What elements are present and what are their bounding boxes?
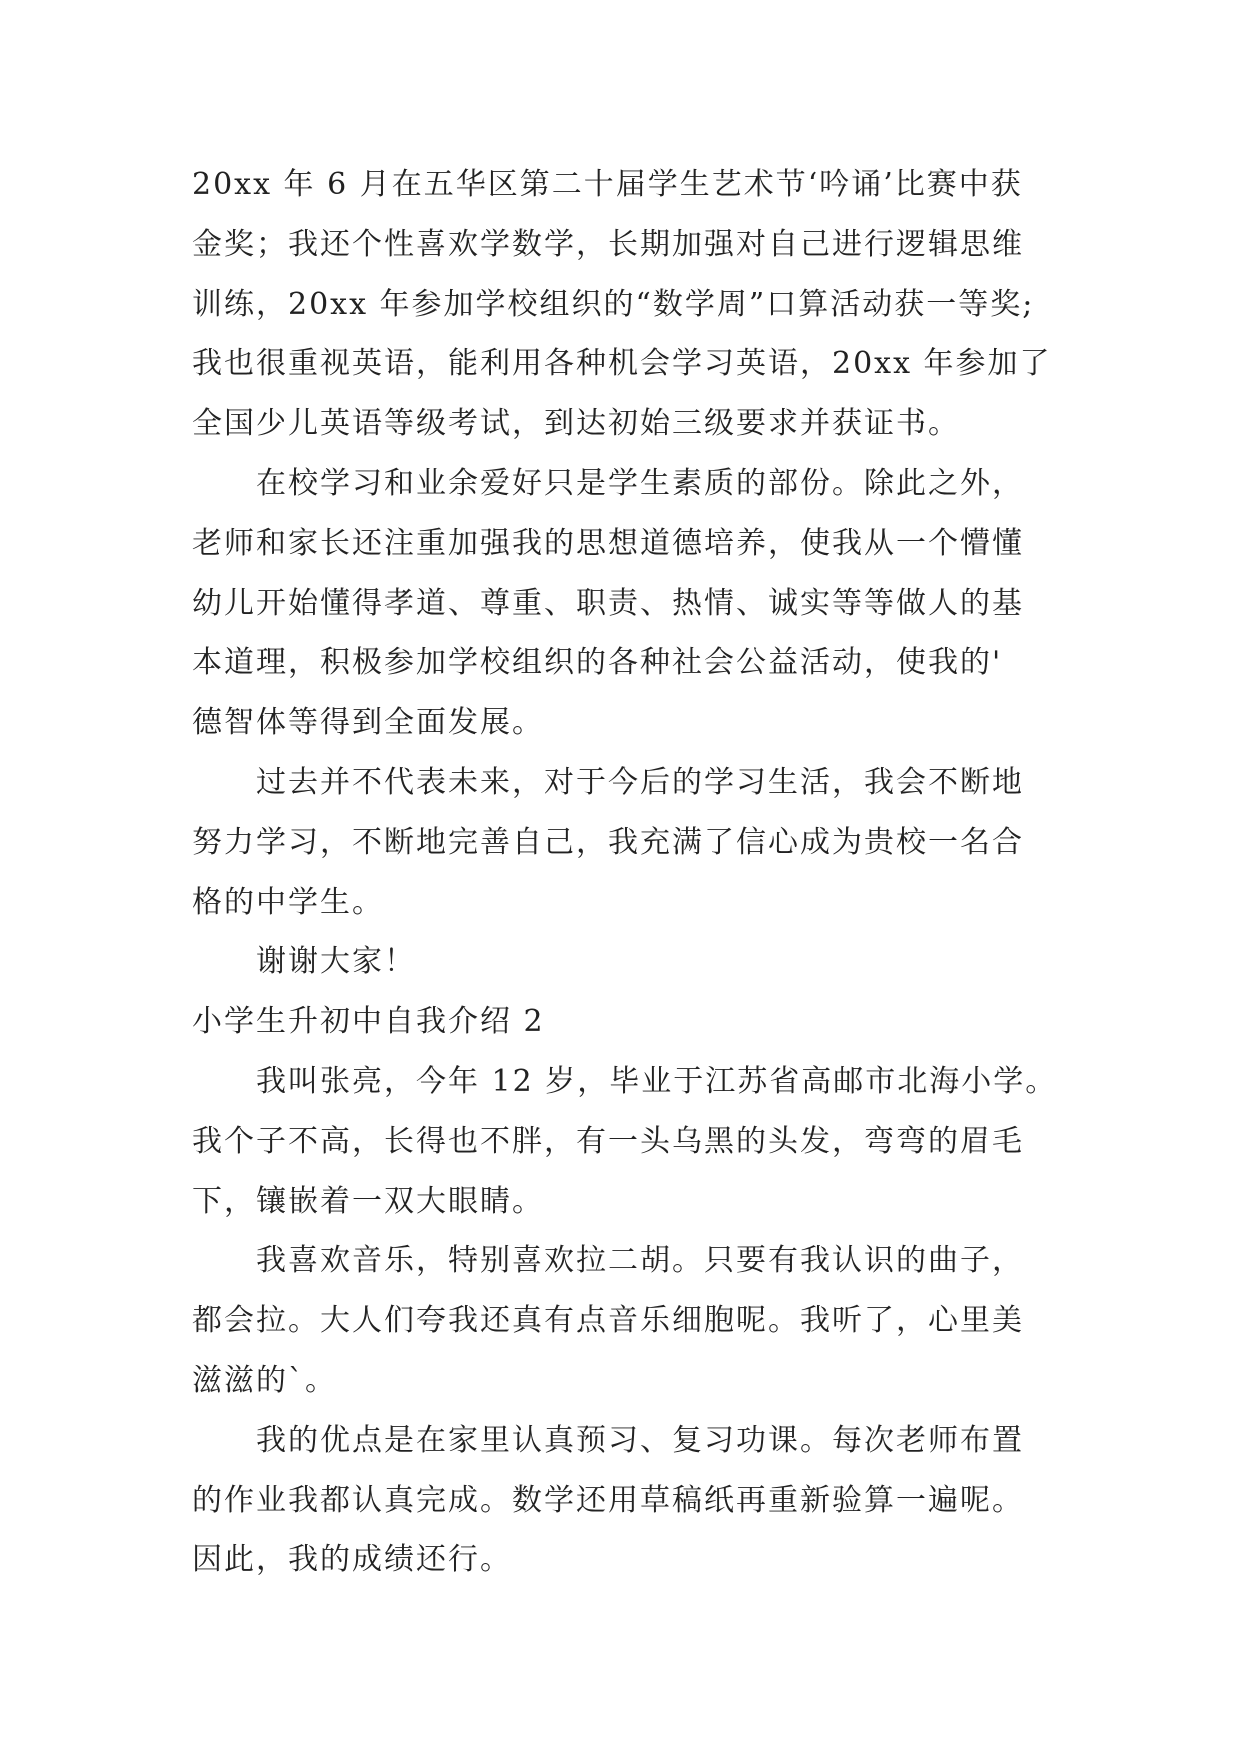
text-line: 下，镶嵌着一双大眼睛。 (192, 1183, 544, 1219)
text-line: 努力学习，不断地完善自己，我充满了信心成为贵校一名合 (192, 824, 1024, 860)
text-line: 的作业我都认真完成。数学还用草稿纸再重新验算一遍呢。 (192, 1482, 1024, 1518)
text-line: 因此，我的成绩还行。 (192, 1542, 512, 1578)
text-line: 训练，20xx 年参加学校组织的“数学周”口算活动获一等奖; (192, 286, 1035, 322)
paragraph-first-line: 我喜欢音乐，特别喜欢拉二胡。只要有我认识的曲子， (256, 1243, 1024, 1279)
paragraph-first-line: 我的优点是在家里认真预习、复习功课。每次老师布置 (256, 1422, 1024, 1458)
text-line: 老师和家长还注重加强我的思想道德培养，使我从一个懵懂 (192, 525, 1024, 561)
text-line: 都会拉。大人们夸我还真有点音乐细胞呢。我听了，心里美 (192, 1303, 1024, 1339)
paragraph-first-line: 谢谢大家！ (256, 944, 416, 980)
text-line: 我也很重视英语，能利用各种机会学习英语，20xx 年参加了 (192, 346, 1052, 382)
paragraph-first-line: 过去并不代表未来，对于今后的学习生活，我会不断地 (256, 764, 1024, 800)
text-line: 本道理，积极参加学校组织的各种社会公益活动，使我的' (192, 645, 1003, 681)
text-line: 金奖；我还个性喜欢学数学，长期加强对自己进行逻辑思维 (192, 226, 1024, 262)
text-line: 全国少儿英语等级考试，到达初始三级要求并获证书。 (192, 406, 960, 442)
text-line: 20xx 年 6 月在五华区第二十届学生艺术节‘吟诵’比赛中获 (192, 167, 1023, 202)
document-body (192, 155, 1072, 1590)
text-line: 幼儿开始懂得孝道、尊重、职责、热情、诚实等等做人的基 (192, 585, 1024, 621)
text-line: 德智体等得到全面发展。 (192, 705, 544, 741)
text-line: 我个子不高，长得也不胖，有一头乌黑的头发，弯弯的眉毛 (192, 1123, 1024, 1159)
section-heading: 小学生升初中自我介绍 2 (192, 1004, 545, 1040)
paragraph-first-line: 在校学习和业余爱好只是学生素质的部份。除此之外， (256, 465, 1024, 501)
text-line: 滋滋的`。 (192, 1362, 337, 1398)
text-line: 格的中学生。 (192, 884, 384, 920)
paragraph-first-line: 我叫张亮，今年 12 岁，毕业于江苏省高邮市北海小学。 (256, 1063, 1058, 1099)
